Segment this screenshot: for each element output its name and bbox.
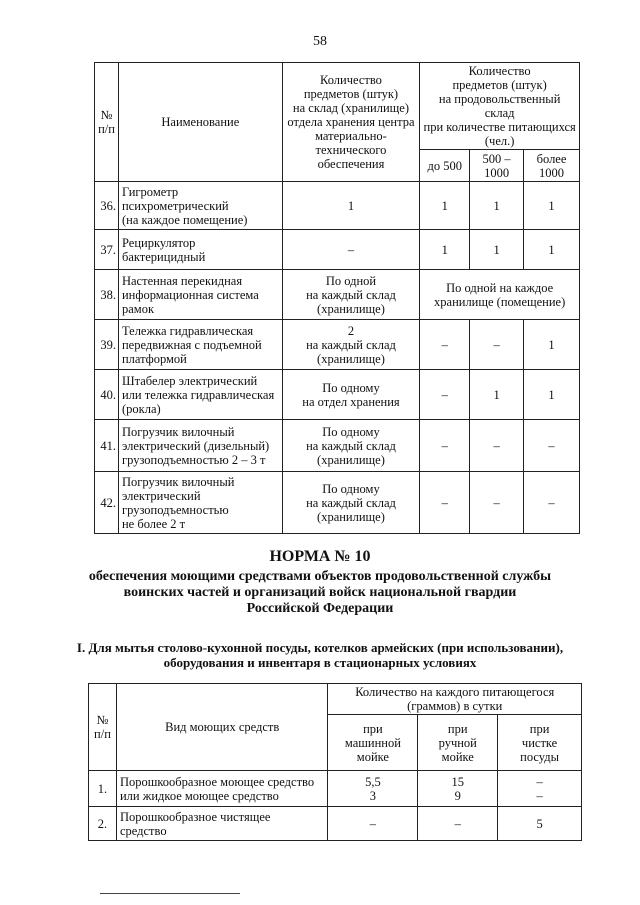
table-row: [95, 370, 580, 420]
header-num: № п/п: [89, 684, 117, 771]
row-b: –: [470, 420, 524, 472]
table-row: [95, 420, 580, 472]
header-food-store: Количество предметов (штук) на продовольственный склад при количестве питающихся (чел.): [420, 63, 580, 150]
row-type: Порошкообразное чистящее средство: [116, 807, 328, 841]
row-merged: По одной на каждое хранилище (помещение): [420, 270, 580, 320]
row-type: Порошкообразное моющее средство или жидкое моющее средство: [116, 771, 328, 807]
row-c: –: [524, 420, 580, 472]
row-num: 2.: [89, 807, 117, 841]
row-num: 41.: [95, 420, 119, 472]
row-num: 40.: [95, 370, 119, 420]
table-row: [95, 320, 580, 370]
footnote-divider: [100, 893, 240, 894]
header-num: № п/п: [95, 63, 119, 182]
row-name: Рециркулятор бактерицидный: [118, 230, 282, 270]
row-c: – –: [498, 771, 582, 807]
row-a: –: [420, 370, 470, 420]
row-b: 1: [470, 182, 524, 230]
row-name: Гигрометр психрометрический (на каждое помещение): [118, 182, 282, 230]
header-quantity: Количество на каждого питающегося (граммов) в сутки: [328, 684, 582, 715]
row-name: Погрузчик вилочный электрический (дизельный) грузоподъемностью 2 – 3 т: [118, 420, 282, 472]
table-row: [95, 270, 580, 320]
header-cleaning: при чистке посуды: [498, 715, 582, 771]
row-a: 1: [420, 230, 470, 270]
row-b: 1: [470, 370, 524, 420]
row-warehouse: –: [282, 230, 420, 270]
header-sub-2: 500 – 1000: [470, 150, 524, 182]
header-name: Наименование: [118, 63, 282, 182]
header-manual: при ручной мойке: [418, 715, 498, 771]
row-a: 1: [420, 182, 470, 230]
row-c: 1: [524, 182, 580, 230]
header-warehouse: Количество предметов (штук) на склад (хранилище) отдела хранения центра материально- технического обеспечения: [282, 63, 420, 182]
table-row: [95, 182, 580, 230]
row-warehouse: По одному на отдел хранения: [282, 370, 420, 420]
table-row: [89, 807, 582, 841]
section-heading: I. Для мытья столово-кухонной посуды, котелков армейских (при использовании), оборудования и инвентаря в стационарных условиях: [76, 640, 564, 670]
row-a: –: [420, 320, 470, 370]
header-sub-1: до 500: [420, 150, 470, 182]
row-name: Тележка гидравлическая передвижная с подъемной платформой: [118, 320, 282, 370]
row-warehouse: По одному на каждый склад (хранилище): [282, 420, 420, 472]
row-a: 5,5 3: [328, 771, 418, 807]
row-c: –: [524, 472, 580, 534]
row-num: 42.: [95, 472, 119, 534]
header-machine: при машинной мойке: [328, 715, 418, 771]
norm-subtitle: обеспечения моющими средствами объектов продовольственной службы воинских частей и организаций войск национальной гвардии Российской Федерации: [88, 569, 552, 616]
row-name: Настенная перекидная информационная система рамок: [118, 270, 282, 320]
row-warehouse: 1: [282, 182, 420, 230]
row-b: –: [418, 807, 498, 841]
row-b: –: [470, 472, 524, 534]
row-num: 38.: [95, 270, 119, 320]
row-num: 37.: [95, 230, 119, 270]
row-b: 1: [470, 230, 524, 270]
row-c: 1: [524, 230, 580, 270]
row-name: Погрузчик вилочный электрический грузоподъемностью не более 2 т: [118, 472, 282, 534]
row-warehouse: По одному на каждый склад (хранилище): [282, 472, 420, 534]
table-row: [95, 472, 580, 534]
row-num: 1.: [89, 771, 117, 807]
page-number: 58: [313, 34, 327, 49]
row-name: Штабелер электрический или тележка гидравлическая (рокла): [118, 370, 282, 420]
row-num: 36.: [95, 182, 119, 230]
row-c: 1: [524, 320, 580, 370]
header-sub-3: более 1000: [524, 150, 580, 182]
row-warehouse: По одной на каждый склад (хранилище): [282, 270, 420, 320]
table-row: [89, 771, 582, 807]
norm-title: НОРМА № 10: [269, 548, 371, 565]
row-a: –: [420, 472, 470, 534]
row-a: –: [328, 807, 418, 841]
row-a: –: [420, 420, 470, 472]
row-b: 15 9: [418, 771, 498, 807]
row-num: 39.: [95, 320, 119, 370]
row-warehouse: 2 на каждый склад (хранилище): [282, 320, 420, 370]
detergent-table: [88, 683, 582, 841]
table-row: [95, 230, 580, 270]
header-type: Вид моющих средств: [116, 684, 328, 771]
equipment-table: [94, 62, 580, 534]
row-b: –: [470, 320, 524, 370]
row-c: 5: [498, 807, 582, 841]
row-c: 1: [524, 370, 580, 420]
